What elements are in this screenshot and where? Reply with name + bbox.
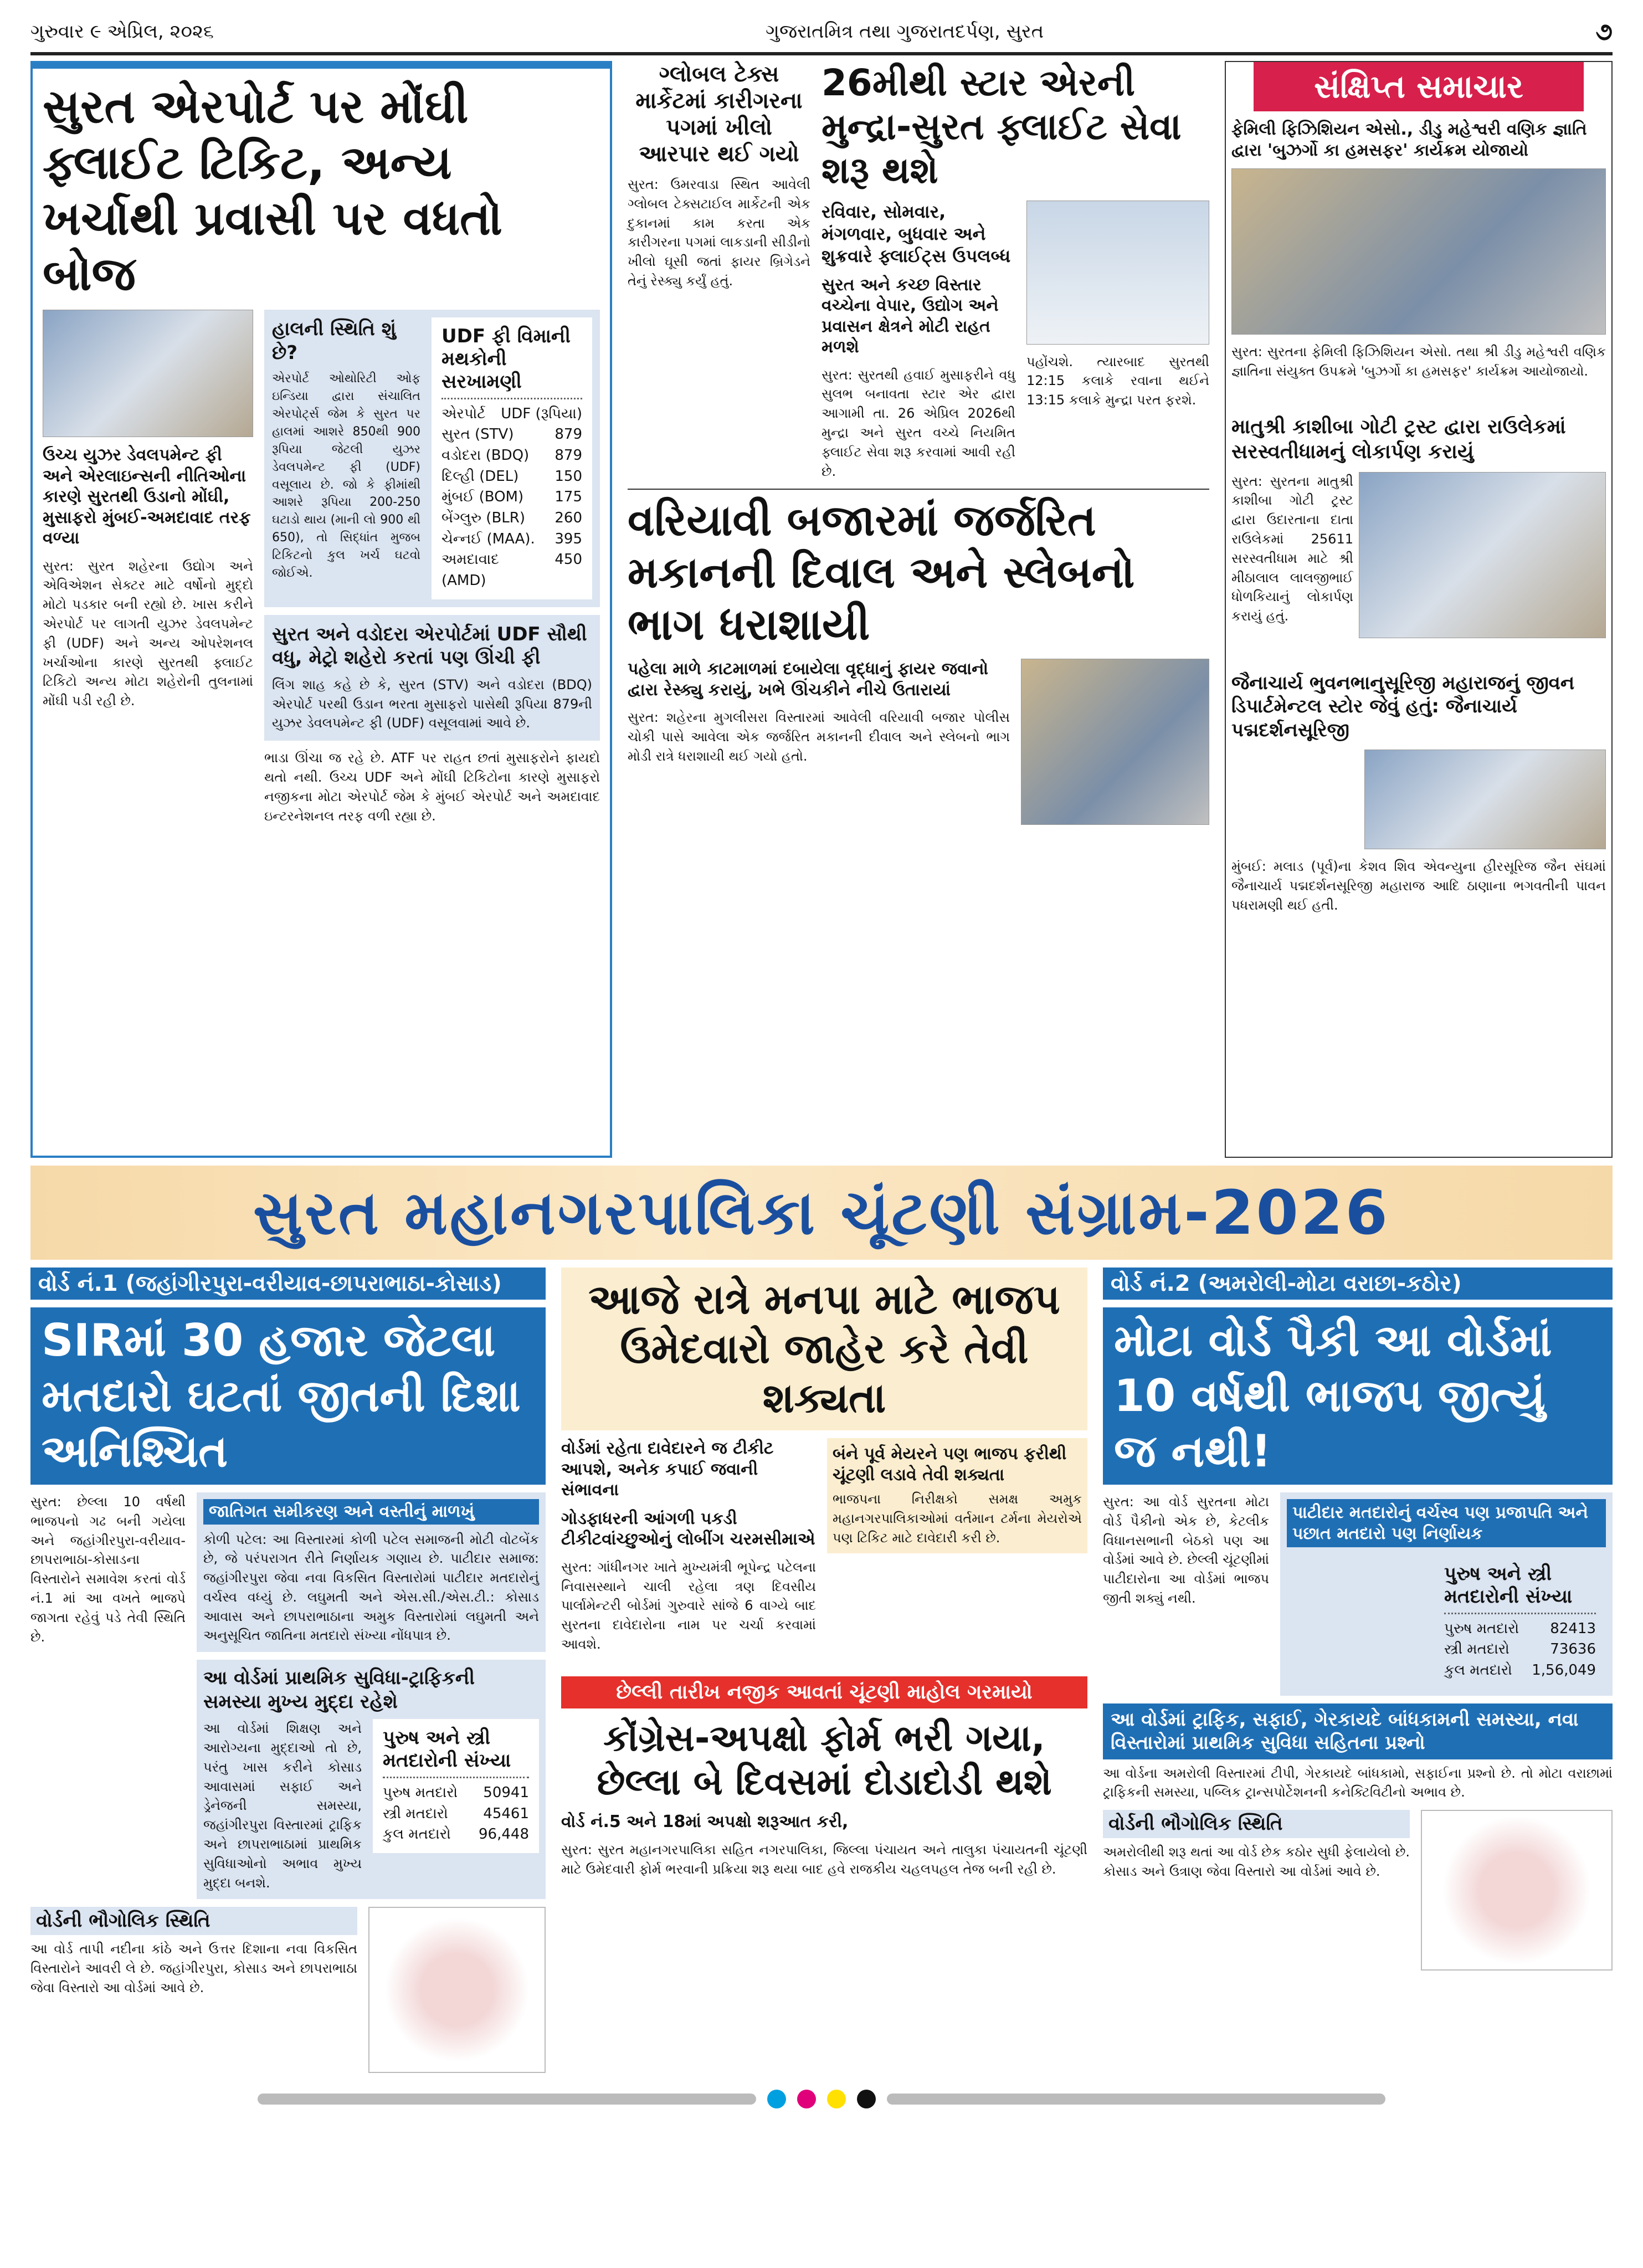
ward2-voters-table: [1434, 1555, 1606, 1689]
brief-body: મુંબઈ: મલાડ (પૂર્વ)ના કેશવ શિવ એવન્યુના હીરસૂરિજ જૈન સંઘમાં જૈનાચાર્ય પદ્મદર્શનસૂરિજી મહારાજ આદિ ઠાણાના ભગવતીની પાવન પધરામણી થઈ હતી.: [1231, 859, 1606, 913]
ward1-map: [368, 1907, 546, 2073]
magenta-dot: [797, 2090, 816, 2108]
voters-title: પુરુષ અને સ્ત્રી મતદારોની સંખ્યા: [1444, 1563, 1596, 1614]
value: 50941: [483, 1784, 529, 1801]
udf-value: 150: [554, 468, 582, 485]
congress-body: સુરત: સુરત મહાનગરપાલિકા સહિત નગરપાલિકા, જિલ્લા પંચાયત અને તાલુકા પંચાયતની ચૂંટણી માટે ઉમેદવારી ફોર્મ ભરવાની પ્રક્રિયા શરૂ થયા બાદ હવે રાજકીય ચહલપહલ તેજ બની રહી છે.: [561, 1841, 1087, 1877]
ward2-map: [1421, 1810, 1613, 1971]
grey-bar: [887, 2093, 1385, 2105]
yellow-dot: [827, 2090, 846, 2108]
udf-value: 175: [554, 489, 582, 506]
briefs-section: [1225, 61, 1613, 1158]
briefs-tag: સંક્ષિપ્ત સમાચાર: [1254, 62, 1584, 111]
ward1-geo-row: [30, 1907, 546, 2073]
brief-body: સુરત: સુરતના ફેમિલી ફિઝિશિયન એસો. તથા શ્રી ડીડુ મહેશ્વરી વણિક જ્ઞાતિના સંયુક્ત ઉપક્રમે 'બુઝર્ગો કા હમસફર' કાર્યક્રમ આયોજાયો.: [1231, 344, 1606, 379]
value: 1,56,049: [1532, 1661, 1596, 1679]
flight-body-2: પહોંચશે. ત્યારબાદ સુરતથી 12:15 કલાકે રવાના થઈને 13:15 કલાકે મુન્દ્રા પરત ફરશે.: [1026, 353, 1209, 408]
ward1-columns: [30, 1492, 546, 1899]
lead-body: સુરત: સુરત શહેરના ઉદ્યોગ અને એવિએશન સેક્ટર માટે વર્ષોનો મુદ્દો મોટો પડકાર બની રહ્યો છે. ખાસ કરીને એરપોર્ટ પર લાગતી યુઝર ડેવલપમેન્ટ ફી (UDF) અને અન્ય ઓપરેશનલ ખર્ચાઓના કારણે સુરતથી ફ્લાઈટ ટિકિટો અન્ય મોટા શહેરોની તુલનામાં મોંઘી પડી રહી છે.: [43, 558, 253, 709]
bjp-deck: વોર્ડમાં રહેતા દાવેદારને જ ટીકીટ આપશે, અનેક કપાઈ જવાની સંભાવના: [561, 1439, 774, 1500]
issues-title: આ વોર્ડમાં પ્રાથમિક સુવિધા-ટ્રાફિકની સમસ્યા મુખ્ય મુદ્દા રહેશે: [203, 1667, 475, 1713]
election-banner: [30, 1166, 1613, 1260]
ward2-body: સુરત: આ વોર્ડ સુરતના મોટા વોર્ડ પૈકીનો એક છે, કેટલીક વિધાનસભાની બેઠકો પણ આ વોર્ડમાં આવે છે. છેલ્લી ચૂંટણીમાં પાટીદારોના આ વોર્ડમાં ભાજપ જીતી શક્યું નથી.: [1103, 1494, 1269, 1606]
ward1-headline: SIRમાં 30 હજાર જેટલા મતદારો ઘટતાં જીતની દિશા અનિશ્ચિત: [30, 1307, 546, 1485]
col-airport: એરપોર્ટ: [441, 405, 486, 422]
bottom-row: [30, 1268, 1613, 2073]
top-row: [30, 61, 1613, 1158]
table-row: [383, 1804, 529, 1825]
table-row: [441, 508, 582, 529]
ward1-label: વોર્ડ નં.1 (જહાંગીરપુરા-વરીયાવ-છાપરાભાઠા-કોસાડ): [30, 1268, 546, 1300]
geo-text: અમરોલીથી શરૂ થતાં આ વોર્ડ છેક કઠોર સુધી ફેલાયેલો છે. કોસાડ અને ઉત્રાણ જેવા વિસ્તારો આ વોર્ડમાં આવે છે.: [1103, 1844, 1410, 1879]
udf-highest-text: લિંગ શાહ કહે છે કે, સુરત (STV) અને વડોદરા (BDQ) એરપોર્ટ પરથી ઉડાન ભરતા મુસાફરો પાસેથી રૂપિયા 879ની યુઝર ડેવલપમેન્ટ ફી (UDF) વસૂલવામાં આવે છે.: [272, 676, 592, 731]
issues-box: [197, 1660, 546, 1899]
ward2-geo-row: [1103, 1810, 1613, 1971]
date: ગુરુવાર ૯ એપ્રિલ, ૨૦૨૬: [30, 20, 214, 43]
udf-value: 450: [554, 551, 582, 568]
lead-side-caption: ઉચ્ચ યુઝર ડેવલપમેન્ટ ફી અને એરલાઇન્સની નીતિઓના કારણે સુરતથી ઉડાનો મોંઘી, મુસાફરો મુંબઈ-અમદાવાદ તરફ વળ્યા: [43, 445, 251, 548]
ward1-voters-table: [373, 1719, 539, 1853]
value: 73636: [1550, 1641, 1596, 1658]
ward2-columns: [1103, 1492, 1613, 1696]
brief-title: ફેમિલી ફિઝિશિયન એસો., ડીડુ મહેશ્વરી વણિક જ્ઞાતિ દ્વારા 'બુઝર્ગો કા હમસફર' કાર્યક્રમ યોજાયો: [1231, 120, 1587, 160]
current-status-text: એરપોર્ટ ઓથોરિટી ઓફ ઇન્ડિયા દ્વારા સંચાલિત એરપોર્ટ્સ જેમ કે સુરત પર હાલમાં આશરે 850થી 900 રૂપિયા જેટલી યુઝર ડેવલપમેન્ટ ફી (UDF) વસૂલાય છે. જો કે ફીમાંથી આશરે રૂપિયા 200-250 ઘટાડો થાય (માની લો 900 થી 650), તો સિદ્ધાંત મુજબ ટિકિટનો કુલ ખર્ચ ઘટવો જોઈએ.: [272, 372, 420, 580]
brief-row: [1231, 472, 1606, 638]
bottom-middle: [561, 1268, 1087, 1879]
bjp-headline: આજે રાત્રે મનપા માટે ભાજપ ઉમેદવારો જાહેર કરે તેવી શક્યતા: [561, 1268, 1087, 1430]
ward2-section: [1103, 1268, 1613, 1971]
congress-headline: કોંગ્રેસ-અપક્ષો ફોર્મ ભરી ગયા, છેલ્લા બે દિવસમાં દોડાદોડી થશે: [597, 1716, 1052, 1804]
udf-table-header: [441, 404, 582, 425]
former-mayor-box: [827, 1438, 1087, 1553]
bjp-left: [561, 1438, 816, 1654]
building-deck: પહેલા માળે કાટમાળમાં દબાયેલા વૃદ્ધાનું ફાયર જવાનો દ્વારા રેસ્ક્યુ કરાયું, ખભે ઊંચકીને નીચે ઉતારાયાં: [628, 659, 988, 700]
former-mayor-title: બંને પૂર્વ મેયરને પણ ભાજપ ફરીથી ચૂંટણી લડાવે તેવી શક્યતા: [833, 1444, 1067, 1485]
building-columns: [628, 659, 1209, 825]
flight-days: રવિવાર, સોમવાર, મંગળવાર, બુધવાર અને શુક્રવારે ફ્લાઈટ્સ ઉપલબ્ધ: [822, 201, 1011, 266]
traffic-text: આ વોર્ડના અમરોલી વિસ્તારમાં ટીપી, ગેરકાયદે બાંધકામો, સફાઈના પ્રશ્નો છે. તો મોટા વરાછામાં ટ્રાફિકની સમસ્યા, પબ્લિક ટ્રાન્સપોર્ટેશનની કનેક્ટિવિટીનો અભાવ છે.: [1103, 1765, 1613, 1800]
building-story: [628, 489, 1209, 825]
airport: મુંબઈ (BOM): [441, 489, 524, 506]
lead-columns: [43, 310, 600, 825]
bjp-story: [561, 1268, 1087, 1654]
ward1-body: સુરત: છેલ્લા 10 વર્ષથી ભાજપનો ગઢ બની ગયેલા અને જહાંગીરપુરા-વરીયાવ-છાપરાભાઠા-કોસાડના વિસ્તારોને સમાવેશ કરતાં વોર્ડ નં.1 માં આ વખતે ભાજપે જાગતા રહેવું પડે તેવી સ્થિતિ છે.: [30, 1494, 186, 1645]
airport: વડોદરા (BDQ): [441, 447, 530, 464]
airport-photo: [43, 310, 253, 437]
patidar-box: [1280, 1492, 1613, 1696]
table-row: [441, 529, 582, 550]
building-left: [628, 659, 1010, 766]
voters-title: પુરુષ અને સ્ત્રી મતદારોની સંખ્યા: [383, 1727, 529, 1778]
cyan-dot: [767, 2090, 786, 2108]
label: સ્ત્રી મતદારો: [1444, 1641, 1509, 1658]
udf-value: 879: [554, 426, 582, 443]
label: કુલ મતદારો: [1444, 1661, 1512, 1679]
plane-photo: [1026, 201, 1209, 345]
page-number: ૭: [1595, 17, 1613, 46]
udf-value: 260: [554, 510, 582, 527]
table-row: [1444, 1619, 1596, 1640]
value: 96,448: [479, 1826, 529, 1843]
table-row: [441, 487, 582, 508]
former-mayor-text: ભાજપના નિરીક્ષકો સમક્ષ અમુક મહાનગરપાલિકાઓમાં વર્તમાન ટર્મના મેયરોએ પણ ટિકિટ માટે દાવેદારી કરી છે.: [833, 1491, 1082, 1546]
label: સ્ત્રી મતદારો: [383, 1805, 448, 1822]
udf-highest-box: [264, 615, 600, 741]
udf-highest-title: સુરત અને વડોદરા એરપોર્ટમાં UDF સૌથી વધુ, મેટ્રો શહેરો કરતાં પણ ઊંચી ફી: [272, 623, 587, 669]
table-row: [1444, 1639, 1596, 1660]
brief-title: જૈનાચાર્ય ભુવનભાનુસૂરિજી મહારાજનું જીવન ડિપાર્ટમેન્ટલ સ્ટોર જેવું હતું: જૈનાચાર્ય પદ્મદર્શનસૂરિજી: [1231, 671, 1575, 741]
brief-photo: [1231, 168, 1606, 335]
table-row: [383, 1824, 529, 1845]
building-headline: વરિયાવી બજારમાં જર્જરિત મકાનની દિવાલ અને સ્લેબનો ભાગ ધરાશાયી: [628, 496, 1135, 650]
grey-bar: [258, 2093, 756, 2105]
brief-body: સુરત: સુરતના માતુશ્રી કાશીબા ગોટી ટ્રસ્ટ દ્વારા ઉદારતાના દાતા રાઉલેકમાં 25611 સરસ્વતીધામ માટે શ્રી મીઠાલાલ લાલજીભાઈ ધોળકિયાનું લોકાર્પણ કરાયું હતું.: [1231, 473, 1353, 624]
geo-text: આ વોર્ડ તાપી નદીના કાંઠે અને ઉત્તર દિશાના નવા વિકસિત વિસ્તારોને આવરી લે છે. જહાંગીરપુરા, કોસાડ અને છાપરાભાઠા જેવા વિસ્તારો આ વોર્ડમાં આવે છે.: [30, 1941, 357, 1995]
flight-story: [822, 61, 1209, 481]
flight-body: સુરત: સુરતથી હવાઈ મુસાફરીને વધુ સુલભ બનાવતા સ્ટાર એર દ્વારા આગામી તા. 26 એપ્રિલ 2026થી મુન્દ્રા અને સુરત વચ્ચે નિયમિત ફ્લાઈટ સેવા શરૂ કરવામાં આવી રહી છે.: [822, 367, 1015, 479]
lead-headline: સુરત એરપોર્ટ પર મોંઘી ફ્લાઈટ ટિકિટ, અન્ય ખર્ચાથી પ્રવાસી પર વધતો બોજ: [43, 79, 502, 301]
traffic-box: [1103, 1703, 1613, 1803]
caste-box: [197, 1492, 546, 1652]
ward2-label: વોર્ડ નં.2 (અમરોલી-મોટા વરાછા-કઠોર): [1103, 1268, 1613, 1300]
brief-title: માતુશ્રી કાશીબા ગોટી ટ્રસ્ટ દ્વારા રાઉલેકમાં સરસ્વતીધામનું લોકાર્પણ કરાયું: [1231, 415, 1566, 463]
ward1-geo: [30, 1907, 357, 1997]
airport: દિલ્હી (DEL): [441, 468, 519, 485]
flight-left: [822, 201, 1015, 481]
col-udf: UDF (રૂપિયા): [501, 405, 582, 422]
bjp-body: સુરત: ગાંધીનગર ખાતે મુખ્યમંત્રી ભૂપેન્દ્ર પટેલના નિવાસસ્થાને ચાલી રહેલા ત્રણ દિવસીય પાર્લામેન્ટરી બોર્ડમાં ગુરુવારે સાંજે 6 વાગ્યે બાદ સુરતના દાવેદારોના નામ પર ચર્ચા કરવામાં આવશે.: [561, 1559, 816, 1653]
lead-article: [30, 61, 612, 1158]
masthead: ગુજરાતમિત્ર તથા ગુજરાતદર્પણ, સુરત: [766, 20, 1044, 43]
middle-top: [628, 61, 1209, 481]
building-body: સુરત: શહેરના મુગલીસરા વિસ્તારમાં આવેલી વરિયાવી બજાર પોલીસ ચોકી પાસે આવેલા એક જર્જરિત મકાનની દીવાલ અને સ્લેબનો ભાગ મોડી રાત્રે ધરાશાયી થઈ ગયો હતો.: [628, 710, 1010, 764]
table-row: [383, 1783, 529, 1804]
patidar-title: પાટીદાર મતદારોનું વર્ચસ્વ પણ પ્રજાપતિ અને પછાત મતદારો પણ નિર્ણાયક: [1287, 1499, 1606, 1547]
udf-table-title: UDF ફી વિમાની મથકોની સરખામણી: [441, 325, 582, 399]
issues-text: આ વોર્ડમાં શિક્ષણ અને આરોગ્યના મુદ્દાઓ તો છે, પરંતુ ખાસ કરીને કોસાડ આવાસમાં સફાઈ અને ડ્રેનેજની સમસ્યા, જહાંગીરપુરા વિસ્તારમાં ટ્રાફિક અને છાપરાભાઠામાં પ્રાથમિક સુવિધાઓનો અભાવ મુખ્ય મુદ્દા બનશે.: [203, 1721, 362, 1891]
caste-text: કોળી પટેલ: આ વિસ્તારમાં કોળી પટેલ સમાજની મોટી વોટબેંક છે, જે પરંપરાગત રીતે નિર્ણાયક ગણાય છે. પાટીદાર સમાજ: જહાંગીરપુરા જેવા નવા વિકસિત વિસ્તારોમાં પાટીદાર મતદારોનું વર્ચસ્વ વધ્યું છે. લઘુમતી અને એસ.સી./એસ.ટી.: કોસાડ આવાસ અને છાપરાભાઠાના અમુક વિસ્તારોમાં લઘુમતી અને અનુસૂચિત જાતિના મતદારો સંખ્યા નોંધપાત્ર છે.: [203, 1531, 539, 1644]
udf-value: 879: [554, 447, 582, 464]
lead-left-column: [43, 310, 253, 711]
geo-title: વોર્ડની ભૌગોલિક સ્થિતિ: [1103, 1810, 1410, 1838]
caste-title: જાતિગત સમીકરણ અને વસ્તીનું માળખું: [203, 1499, 539, 1525]
table-row: [441, 445, 582, 466]
value: 82413: [1550, 1620, 1596, 1637]
flight-headline: 26મીથી સ્ટાર એરની મુન્દ્રા-સુરત ફ્લાઈટ સેવા શરૂ થશે: [822, 61, 1182, 192]
traffic-title: આ વોર્ડમાં ટ્રાફિક, સફાઈ, ગેરકાયદે બાંધકામની સમસ્યા, નવા વિસ્તારોમાં પ્રાથમિક સુવિધા સહિતના પ્રશ્નો: [1103, 1703, 1613, 1759]
textile-story: [628, 61, 810, 291]
flight-columns: [822, 201, 1209, 481]
congress-story: [561, 1676, 1087, 1879]
banner-title: સુરત મહાનગરપાલિકા ચૂંટણી સંગ્રામ-2026: [253, 1177, 1390, 1248]
label: કુલ મતદારો: [383, 1826, 451, 1843]
lead-right-column: [264, 310, 600, 825]
label: પુરુષ મતદારો: [383, 1784, 458, 1801]
current-status-content: [272, 317, 420, 582]
lead-body-2: ભાડા ઊંચા જ રહે છે. ATF પર રાહત છતાં મુસાફરોને ફાયદો થતો નથી. ઉચ્ચ UDF અને મોંઘી ટિકિટોના કારણે મુસાફરો નજીકના મોટા એરપોર્ટ જેમ કે મુંબઈ એરપોર્ટ અને અમદાવાદ ઇન્ટરનેશનલ તરફ વળી રહ્યા છે.: [264, 750, 600, 824]
flight-right: [1026, 201, 1209, 410]
table-row: [441, 424, 582, 445]
ward1-right: [197, 1492, 546, 1899]
airport: સુરત (STV): [441, 426, 514, 443]
udf-value: 395: [554, 530, 582, 547]
page-header: [30, 11, 1613, 55]
bjp-deck-2: ગોડફાધરની આંગળી પકડી ટીકીટવાંચ્છુઓનું લોબીંગ ચરમસીમાએ: [561, 1508, 815, 1549]
current-status-box: [264, 310, 600, 607]
airport: અમદાવાદ (AMD): [441, 551, 499, 589]
brief-photo: [1364, 750, 1606, 849]
black-dot: [857, 2090, 876, 2108]
textile-headline: ગ્લોબલ ટેક્સ માર્કેટમાં કારીગરના પગમાં ખીલો આરપાર થઈ ગયો: [635, 61, 803, 167]
ward2-headline: મોટા વોર્ડ પૈકી આ વોર્ડમાં 10 વર્ષથી ભાજપ જીત્યું જ નથી!: [1103, 1307, 1613, 1485]
textile-body: સુરત: ઉમરવાડા સ્થિત આવેલી ગ્લોબલ ટેક્સટાઈલ માર્કેટની એક દુકાનમાં કામ કરતા એક કારીગરના પગમાં લાકડાની સીડીનો ખીલો ઘૂસી જતાં ફાયર બ્રિગેડને તેનું રેસ્ક્યુ કર્યું હતું.: [628, 177, 810, 289]
congress-deck: વોર્ડ નં.5 અને 18માં અપક્ષો શરૂઆત કરી,: [561, 1812, 849, 1832]
issues-columns: [203, 1719, 539, 1892]
brief-photo: [1359, 472, 1606, 638]
label: પુરુષ મતદારો: [1444, 1620, 1519, 1637]
table-row: [441, 466, 582, 488]
middle-column: [628, 61, 1209, 825]
udf-table: [432, 317, 592, 599]
ward1-section: [30, 1268, 546, 2073]
current-status-title: હાલની સ્થિતિ શું છે?: [272, 318, 396, 364]
flight-kutch: સુરત અને કચ્છ વિસ્તાર વચ્ચેના વેપાર, ઉદ્યોગ અને પ્રવાસન ક્ષેત્રને મોટી રાહત મળશે: [822, 275, 999, 357]
print-marks: [30, 2084, 1613, 2114]
election-redbar: છેલ્લી તારીખ નજીક આવતાં ચૂંટણી માહોલ ગરમાયો: [561, 1676, 1087, 1708]
airport: બેંગ્લુરુ (BLR): [441, 510, 525, 527]
table-row: [1444, 1660, 1596, 1681]
bjp-columns: [561, 1438, 1087, 1654]
airport: ચેન્નઈ (MAA).: [441, 530, 535, 547]
geo-title: વોર્ડની ભૌગોલિક સ્થિતિ: [30, 1907, 357, 1935]
table-row: [441, 550, 582, 591]
value: 45461: [483, 1805, 529, 1822]
ward2-geo: [1103, 1810, 1410, 1881]
rescue-photo: [1021, 659, 1209, 825]
